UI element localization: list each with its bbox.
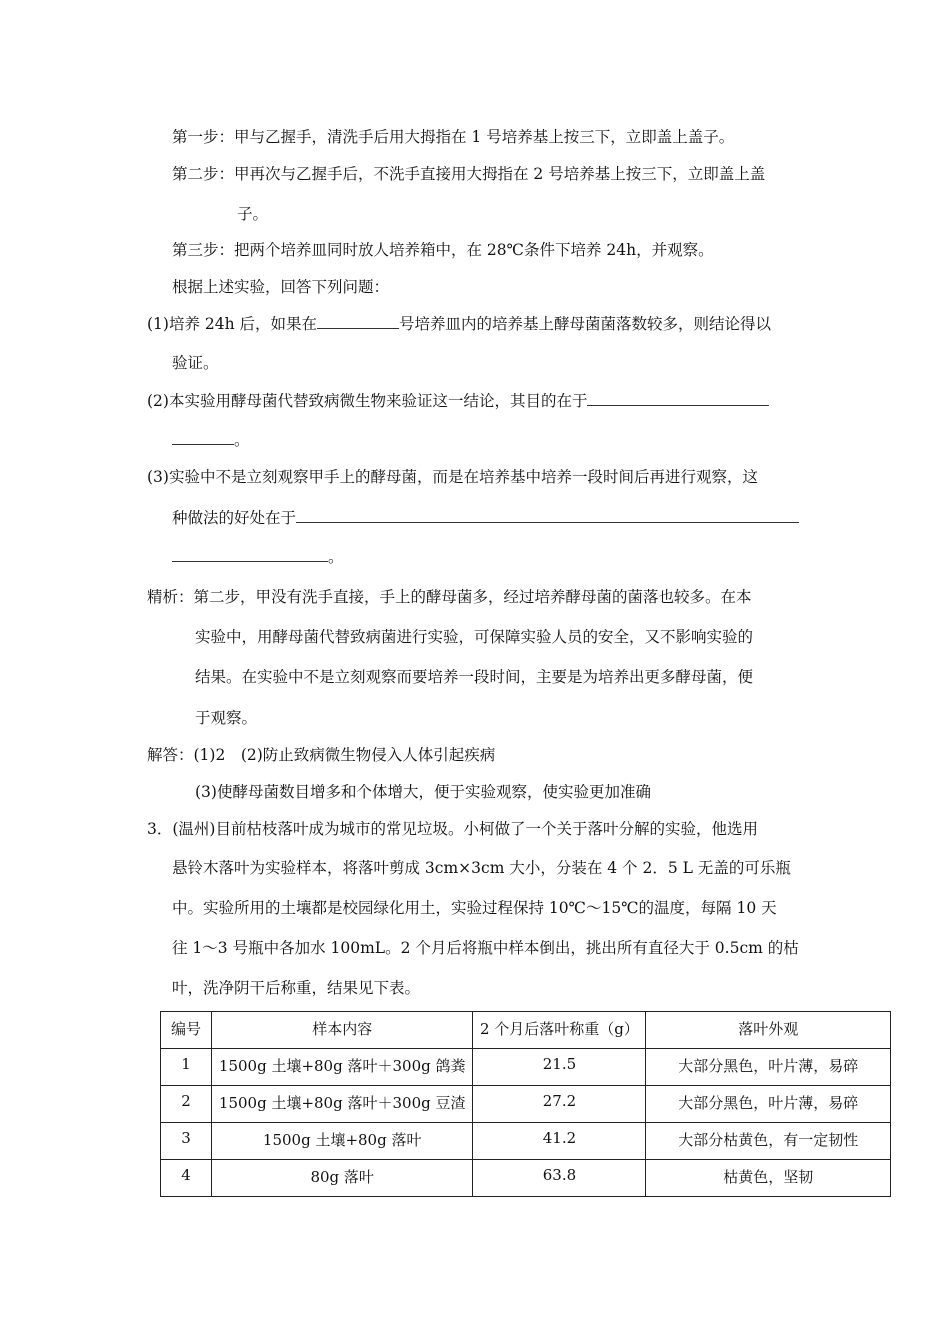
analysis-line-3: 结果。在实验中不是立刻观察而要培养一段时间，主要是为培养出更多酵母菌，便 (195, 668, 754, 686)
cell-appearance: 大部分枯黄色，有一定韧性 (646, 1123, 891, 1160)
header-id: 编号 (161, 1012, 212, 1049)
cell-appearance: 大部分黑色，叶片薄，易碎 (646, 1086, 891, 1123)
problem-3-line-2: 悬铃木落叶为实验样本，将落叶剪成 3cm×3cm 大小，分装在 4 个 2．5 L 无盖的可乐瓶 (172, 859, 791, 877)
step-2-line-1: 第二步：甲再次与乙握手后，不洗手直接用大拇指在 2 号培养基上按三下，立即盖上盖 (172, 165, 766, 183)
header-appearance: 落叶外观 (646, 1012, 891, 1049)
step-1: 第一步：甲与乙握手，清洗手后用大拇指在 1 号培养基上按三下，立即盖上盖子。 (172, 128, 735, 146)
answer-blank-2b[interactable] (172, 430, 234, 445)
problem-3-line-1: 3．(温州)目前枯枝落叶成为城市的常见垃圾。小柯做了一个关于落叶分解的实验，他选用 (147, 820, 758, 838)
question-1-line-2: 验证。 (172, 354, 219, 372)
cell-appearance: 枯黄色，坚韧 (646, 1160, 891, 1197)
cell-appearance: 大部分黑色，叶片薄，易碎 (646, 1049, 891, 1086)
question-2-text: (2)本实验用酵母菌代替致病微生物来验证这一结论，其目的在于 (147, 392, 588, 410)
analysis-line-4: 于观察。 (195, 709, 258, 727)
question-2-end: 。 (234, 431, 250, 449)
question-2-line-1 (147, 391, 769, 411)
question-3-line-2 (172, 508, 799, 528)
problem-3-line-5: 叶，洗净阴干后称重，结果见下表。 (172, 979, 421, 997)
cell-id: 1 (161, 1049, 212, 1086)
table-row (161, 1123, 891, 1160)
answer-line-1: 解答：(1)2 (2)防止致病微生物侵入人体引起疾病 (147, 746, 496, 764)
question-3-line-3 (172, 547, 344, 567)
question-2-line-2 (172, 430, 250, 450)
question-1-line-1 (147, 314, 771, 334)
question-3-text: 种做法的好处在于 (172, 509, 297, 527)
step-2-line-2: 子。 (237, 205, 269, 223)
analysis-line-1: 精析：第二步，甲没有洗手直接，手上的酵母菌多，经过培养酵母菌的菌落也较多。在本 (147, 588, 752, 606)
cell-sample: 1500g 土壤+80g 落叶＋300g 豆渣 (211, 1086, 473, 1123)
answer-blank-2a[interactable] (587, 391, 769, 406)
question-1-prefix: (1)培养 24h 后，如果在 (147, 315, 318, 333)
cell-sample: 80g 落叶 (211, 1160, 473, 1197)
analysis-line-2: 实验中，用酵母菌代替致病菌进行实验，可保障实验人员的安全，又不影响实验的 (195, 628, 754, 646)
answer-blank-1[interactable] (317, 314, 399, 329)
cell-sample: 1500g 土壤+80g 落叶＋300g 鸽粪 (211, 1049, 473, 1086)
problem-3-line-4: 往 1～3 号瓶中各加水 100mL。2 个月后将瓶中样本倒出，挑出所有直径大于 0.5cm 的枯 (172, 939, 799, 957)
cell-sample: 1500g 土壤+80g 落叶 (211, 1123, 473, 1160)
cell-weight: 41.2 (473, 1123, 646, 1160)
table-row (161, 1160, 891, 1197)
question-1-suffix: 号培养皿内的培养基上酵母菌菌落数较多，则结论得以 (399, 315, 772, 333)
questions-intro: 根据上述实验，回答下列问题： (172, 278, 390, 296)
table-header-row (161, 1012, 891, 1049)
cell-id: 2 (161, 1086, 212, 1123)
answer-line-2: (3)使酵母菌数目增多和个体增大，便于实验观察，使实验更加准确 (195, 783, 651, 801)
cell-weight: 27.2 (473, 1086, 646, 1123)
table-row (161, 1049, 891, 1086)
answer-blank-3a[interactable] (296, 508, 799, 523)
step-3: 第三步：把两个培养皿同时放人培养箱中，在 28℃条件下培养 24h，并观察。 (172, 241, 714, 259)
header-sample: 样本内容 (211, 1012, 473, 1049)
cell-weight: 63.8 (473, 1160, 646, 1197)
question-3-line-1: (3)实验中不是立刻观察甲手上的酵母菌，而是在培养基中培养一段时间后再进行观察，这 (147, 468, 758, 486)
results-table (160, 1011, 891, 1197)
question-3-end: 。 (328, 548, 344, 566)
table-row (161, 1086, 891, 1123)
problem-3-line-3: 中。实验所用的土壤都是校园绿化用土，实验过程保持 10℃～15℃的温度，每隔 10 天 (172, 899, 777, 917)
header-weight: 2 个月后落叶称重（g） (473, 1012, 646, 1049)
cell-id: 3 (161, 1123, 212, 1160)
cell-id: 4 (161, 1160, 212, 1197)
answer-blank-3b[interactable] (172, 547, 328, 562)
cell-weight: 21.5 (473, 1049, 646, 1086)
